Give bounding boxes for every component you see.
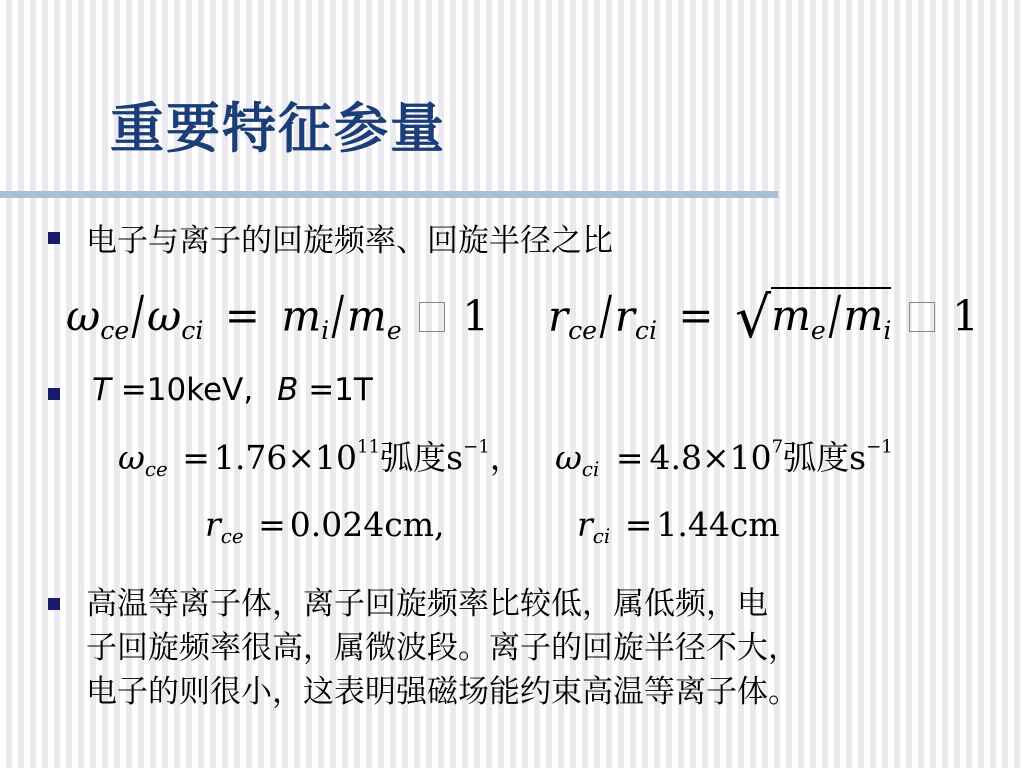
r-ci-formula: [577, 505, 780, 548]
equals-sign: =: [182, 438, 210, 477]
omega-symbol: ω: [555, 438, 582, 477]
r-ce-value: 0.024cm,: [289, 505, 445, 544]
omega-ci-value: 4.8×10: [649, 438, 772, 477]
omega-symbol: ω: [146, 291, 182, 341]
summary-line: 高温等离子体，离子回旋频率比较低，属低频，电: [86, 586, 768, 622]
parameters-line: [92, 372, 373, 408]
summary-paragraph: [86, 582, 996, 714]
summary-line: 子回旋频率很高，属微波段。离子的回旋半径不大，: [86, 630, 799, 666]
radius-symbol: r: [205, 505, 221, 544]
page-title: 重要特征参量: [110, 97, 446, 160]
r-ci-value: 1.44cm: [656, 505, 780, 544]
one-value: 1: [462, 291, 490, 341]
equals-sign: =: [258, 505, 286, 544]
separator: ，: [489, 438, 523, 477]
radius-symbol: r: [614, 291, 635, 341]
subscript: e: [386, 316, 402, 346]
equals-sign: =: [624, 505, 653, 544]
sqrt-icon: √: [734, 285, 772, 352]
fraction-slash: /: [599, 285, 613, 346]
subscript: ce: [220, 524, 244, 548]
title-divider: [0, 191, 778, 198]
temperature-symbol: T: [92, 372, 111, 408]
field-value: =1T: [298, 372, 373, 408]
approx-symbol-glyph: [909, 302, 935, 332]
unit-label: 弧度s: [783, 438, 867, 477]
mass-symbol: m: [281, 291, 322, 341]
subscript: e: [810, 316, 826, 346]
subscript: ci: [581, 457, 600, 481]
omega-ci-formula: [555, 432, 893, 481]
equals-sign: =: [224, 291, 260, 341]
exponent: 11: [357, 436, 381, 458]
bullet-1-text: 电子与离子的回旋频率、回旋半径之比: [86, 223, 613, 259]
radius-symbol: r: [548, 291, 569, 341]
approx-symbol-glyph: [419, 302, 445, 332]
omega-symbol: ω: [66, 291, 101, 341]
mass-symbol: m: [843, 291, 884, 341]
one-value: 1: [952, 291, 979, 341]
subscript: ce: [144, 457, 168, 481]
equals-sign: =: [678, 291, 714, 341]
bullet-marker: [48, 232, 60, 244]
mass-symbol: m: [346, 291, 387, 341]
mass-symbol: m: [771, 291, 811, 341]
r-ce-formula: [205, 505, 444, 548]
unit-label: 弧度s: [380, 438, 464, 477]
radius-symbol: r: [577, 505, 593, 544]
equals-sign: =: [615, 438, 644, 477]
radius-ratio-formula: [548, 285, 979, 351]
exponent: −1: [866, 436, 893, 458]
fraction-slash: /: [331, 285, 345, 346]
temperature-value: =10keV,: [110, 372, 254, 408]
exponent: 7: [771, 436, 784, 458]
subscript: ce: [568, 316, 598, 346]
subscript: ci: [634, 316, 658, 346]
frequency-ratio-formula: [66, 285, 489, 346]
bullet-marker: [48, 388, 60, 400]
fraction-slash: /: [828, 285, 841, 346]
field-symbol: B: [277, 372, 299, 408]
omega-ce-formula: [118, 432, 523, 481]
summary-line: 电子的则很小，这表明强磁场能约束高温等离子体。: [86, 674, 799, 710]
fraction-slash: /: [131, 285, 145, 346]
subscript: i: [321, 316, 330, 346]
subscript: i: [883, 316, 892, 346]
subscript: ci: [592, 524, 611, 548]
omega-ce-value: 1.76×10: [213, 438, 357, 477]
subscript: ce: [100, 316, 130, 346]
bullet-marker: [48, 598, 60, 610]
sqrt-radicand: [771, 285, 892, 346]
exponent: −1: [463, 436, 490, 458]
subscript: ci: [181, 316, 204, 346]
omega-symbol: ω: [118, 438, 145, 477]
